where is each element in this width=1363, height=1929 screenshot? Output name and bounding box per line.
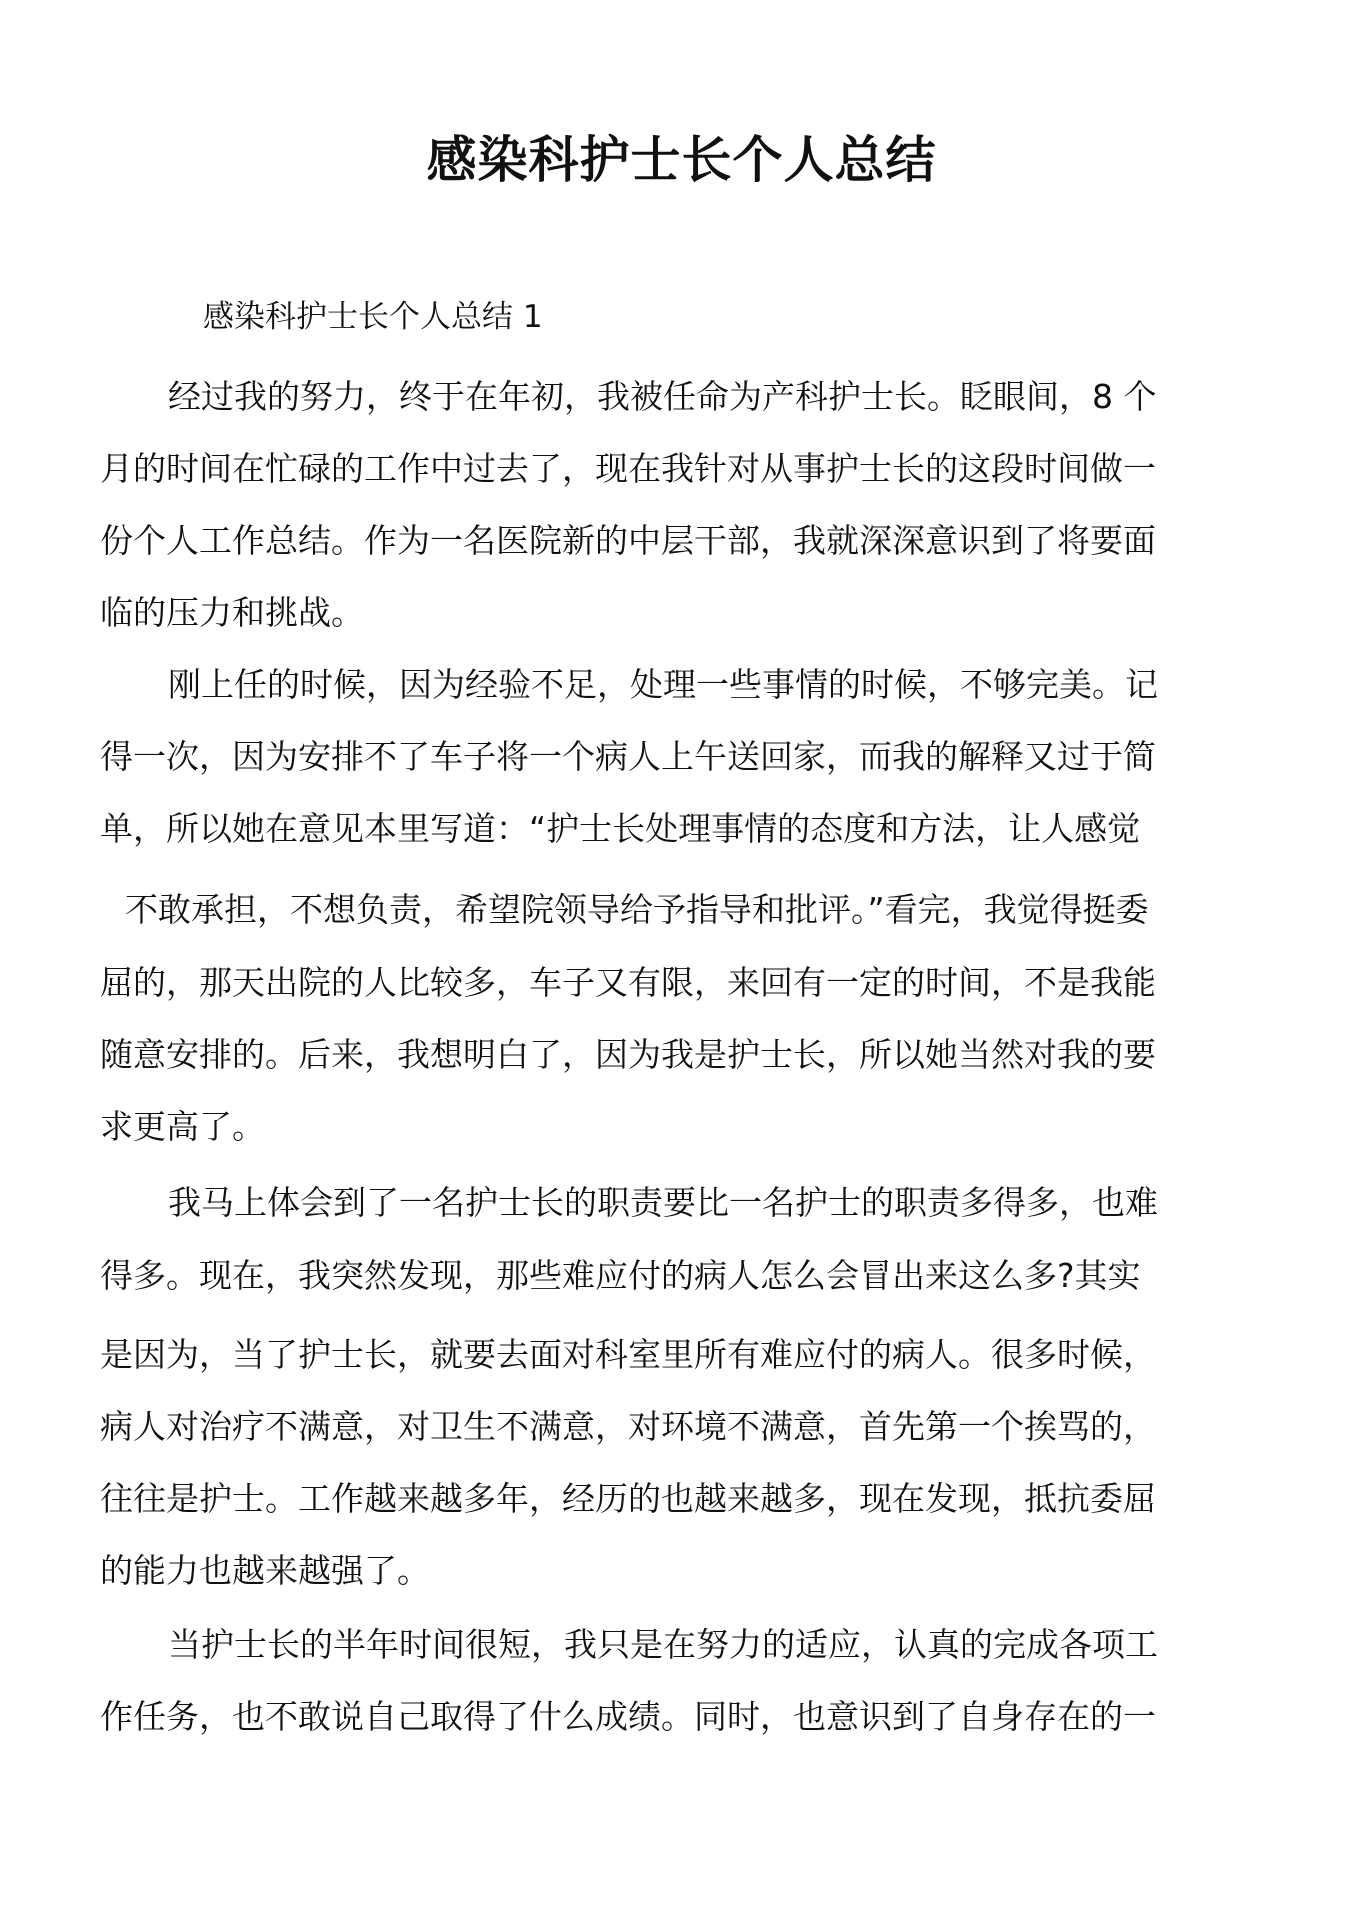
text-line: 求更高了。: [100, 1107, 265, 1146]
text-line: 我马上体会到了一名护士长的职责要比一名护士的职责多得多，也难: [168, 1183, 1158, 1222]
text-line: 单，所以她在意见本里写道：“护士长处理事情的态度和方法，让人感觉: [100, 809, 1141, 848]
section-heading: 感染科护士长个人总结 1: [203, 299, 543, 335]
text-line: 当护士长的半年时间很短，我只是在努力的适应，认真的完成各项工: [168, 1625, 1158, 1664]
text-line: 月的时间在忙碌的工作中过去了，现在我针对从事护士长的这段时间做一: [100, 449, 1156, 488]
text-line: 的能力也越来越强了。: [100, 1551, 430, 1590]
text-line: 往往是护士。工作越来越多年，经历的也越来越多，现在发现，抵抗委屈: [100, 1479, 1156, 1518]
text-line: 经过我的努力，终于在年初，我被任命为产科护士长。眨眼间，8 个: [168, 377, 1157, 416]
text-line: 随意安排的。后来，我想明白了，因为我是护士长，所以她当然对我的要: [100, 1035, 1156, 1074]
text-line: 临的压力和挑战。: [100, 593, 364, 632]
text-line: 是因为，当了护士长，就要去面对科室里所有难应付的病人。很多时候，: [100, 1335, 1156, 1374]
text-line: 份个人工作总结。作为一名医院新的中层干部，我就深深意识到了将要面: [100, 521, 1156, 560]
document-title: 感染科护士长个人总结: [426, 130, 937, 189]
text-line: 得多。现在，我突然发现，那些难应付的病人怎么会冒出来这么多?其实: [100, 1256, 1141, 1295]
text-line: 作任务，也不敢说自己取得了什么成绩。同时，也意识到了自身存在的一: [100, 1697, 1156, 1736]
text-line: 得一次，因为安排不了车子将一个病人上午送回家，而我的解释又过于简: [100, 737, 1156, 776]
text-line: 屈的，那天出院的人比较多，车子又有限，来回有一定的时间，不是我能: [100, 963, 1156, 1002]
text-line: 刚上任的时候，因为经验不足，处理一些事情的时候，不够完美。记: [168, 665, 1158, 704]
text-line: 不敢承担，不想负责，希望院领导给予指导和批评。”看完，我觉得挺委: [125, 890, 1149, 929]
text-line: 病人对治疗不满意，对卫生不满意，对环境不满意，首先第一个挨骂的，: [100, 1407, 1156, 1446]
